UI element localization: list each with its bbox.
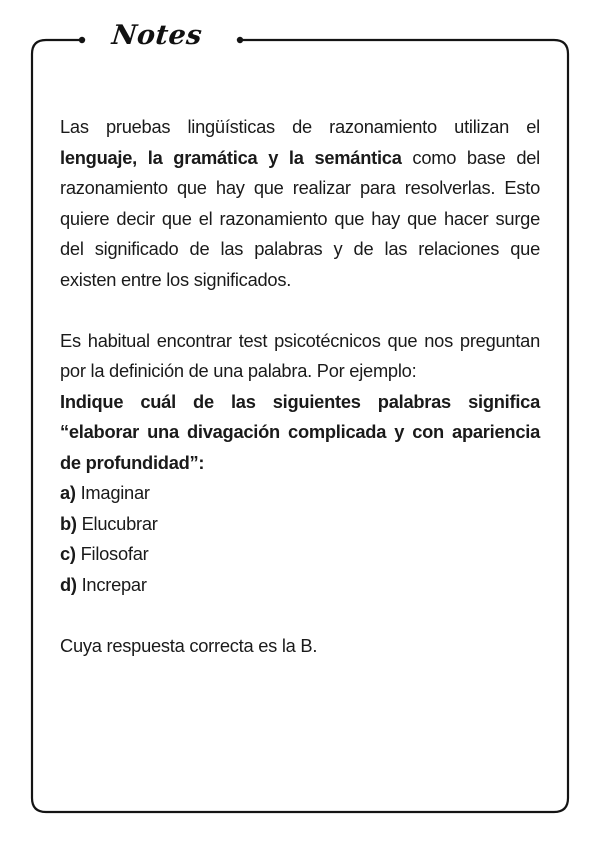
option-b [60,509,540,540]
intro-bold-phrase: lenguaje, la gramática y la semántica [60,146,402,168]
frame-dot-left [79,37,85,43]
spacer [60,295,540,326]
option-letter: d) [60,573,77,595]
option-a [60,478,540,509]
option-text: Filosofar [75,543,149,564]
spacer [60,600,540,631]
intro-text-start: Las pruebas lingüísticas de razonamiento utilizan el [60,116,540,137]
intro-text-end: como base del razonamiento que hay que realizar para resolverlas. Esto quiere decir que el razonamiento que hay que hacer surge del significado de las palabras y de las relaciones que existen entre los significados. [60,146,540,290]
frame-dot-right [237,37,243,43]
answer-text: Cuya respuesta correcta es la B. [60,634,318,656]
option-letter: c) [60,543,76,564]
option-text: Imaginar [75,482,150,503]
question-text: Indique cuál de las siguientes palabras significa “elaborar una divagación complicada y con apariencia de profundidad”: [60,390,540,473]
option-c [60,539,540,570]
option-text: Elucubrar [76,512,158,534]
option-letter: b) [60,512,77,534]
example-paragraph: Es habitual encontrar test psicotécnicos que nos preguntan por la definición de una palabra. Por ejemplo: [60,329,540,381]
card-content [60,112,540,661]
option-letter: a) [60,482,76,503]
intro-paragraph [60,112,540,295]
card-title: Notes [110,20,204,51]
option-d [60,570,540,601]
option-text: Increpar [76,573,147,595]
